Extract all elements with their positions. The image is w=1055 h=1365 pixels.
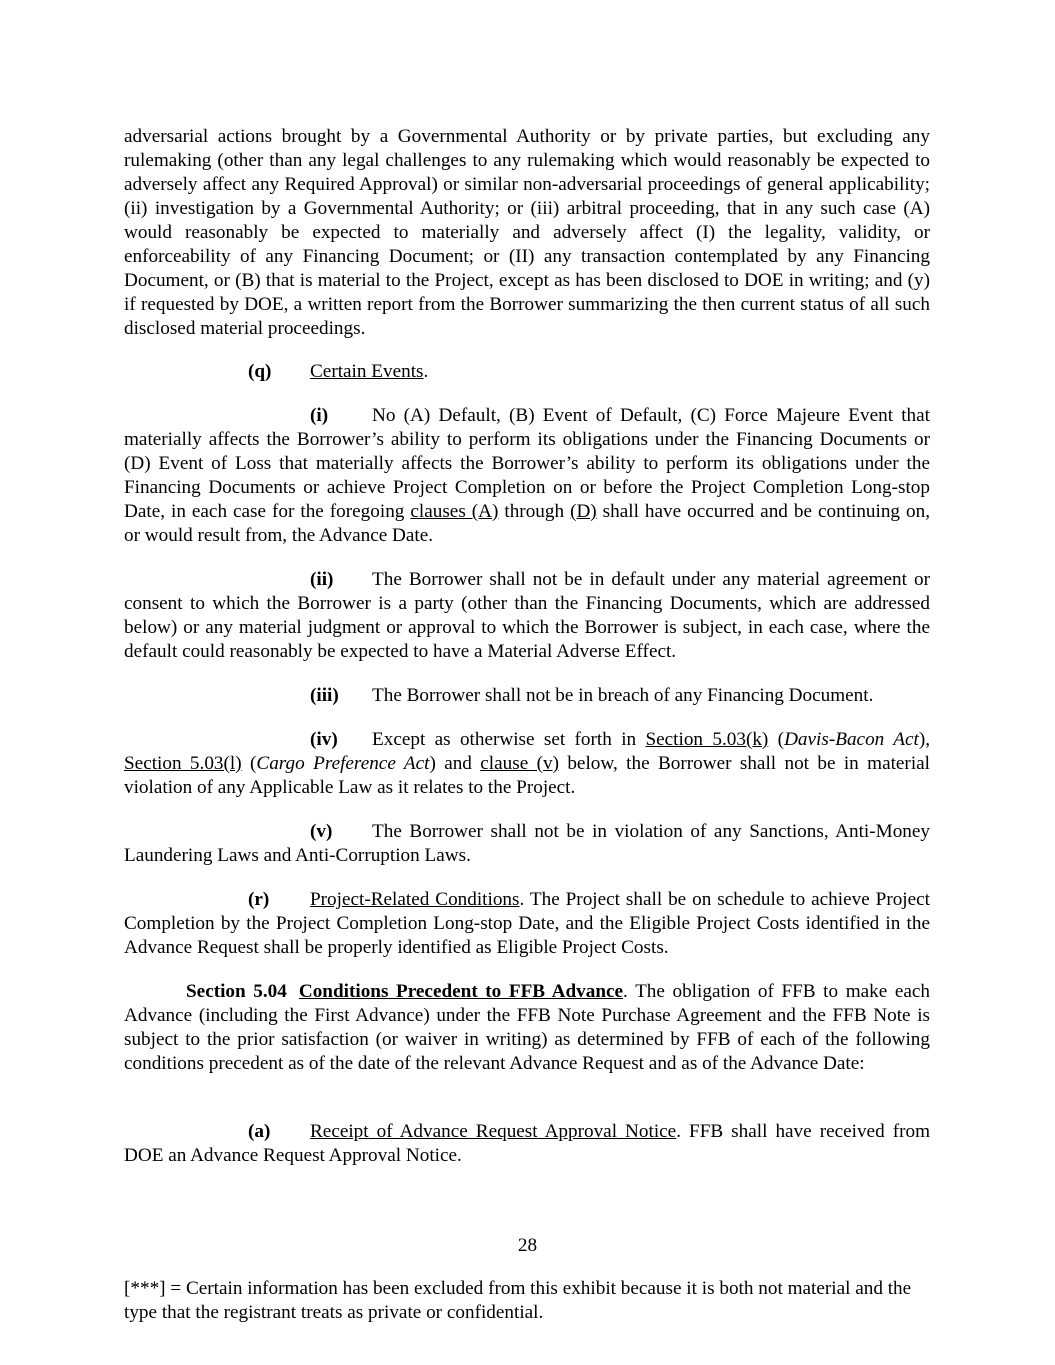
section-a-label: (a) (248, 1121, 271, 1142)
ref-clause-d[interactable]: (D) (570, 501, 597, 522)
section-r-title: Project-Related Conditions (310, 889, 520, 910)
cargo-preference-act: Cargo Preference Act (256, 753, 430, 774)
section-a (124, 1120, 930, 1168)
clause-q-iv-label: (iv) (310, 729, 338, 750)
section-q-heading (124, 360, 930, 384)
section-5-04 (124, 980, 930, 1076)
section-r-label: (r) (248, 889, 270, 910)
section-5-04-text: . The obligation of FFB to make each Advance (including the First Advance) under the FFB Note Purchase Agreement and the FFB Note is subject to the prior satisfaction (or waiver in writing) as determined by FFB of each of the following conditions precedent as of the date of the relevant Advance Request and as of the Advance Date: (124, 981, 930, 1074)
section-5-04-number: Section 5.04 (186, 981, 287, 1002)
clause-q-i-text-after: shall have occurred and be continuing on, or would result from, the Advance Date. (124, 501, 930, 546)
section-q-title: Certain Events (310, 361, 424, 382)
clause-q-i-mid: through (498, 501, 571, 522)
clause-q-ii-text: The Borrower shall not be in default under any material agreement or consent to which the Borrower is a party (other than the Financing Documents, which are addressed below) or any material judgment or approval to which the Borrower is subject, in each case, where the default could reasonably be expected to have a Material Adverse Effect. (124, 569, 930, 662)
ref-clauses-a[interactable]: clauses (A) (410, 501, 499, 522)
ref-section-5-03-k[interactable]: Section 5.03(k) (645, 729, 769, 750)
section-q-period: . (423, 361, 429, 382)
clause-q-v-text: The Borrower shall not be in violation of any Sanctions, Anti-Money Laundering Laws and Anti-Corruption Laws. (124, 821, 930, 866)
davis-bacon-act: Davis-Bacon Act (784, 729, 919, 750)
clause-q-iv-t1: Except as otherwise set forth in (372, 729, 646, 750)
section-a-title: Receipt of Advance Request Approval Notice (310, 1121, 677, 1142)
clause-q-iv-t6: below, the Borrower shall not be in material violation of any Applicable Law as it relates to the Project. (124, 753, 931, 798)
clause-q-iii (124, 684, 930, 708)
clause-q-iv-t5: ) and (429, 753, 481, 774)
clause-q-v (124, 820, 930, 868)
clause-q-ii-label: (ii) (310, 569, 334, 590)
clause-q-iv-t2: ( (768, 729, 785, 750)
section-q-label: (q) (248, 361, 272, 382)
clause-q-i-label: (i) (310, 405, 329, 426)
clause-q-iv-t4: ( (241, 753, 257, 774)
clause-q-iii-label: (iii) (310, 685, 339, 706)
section-r (124, 888, 930, 960)
clause-q-ii (124, 568, 930, 664)
section-a-text: . FFB shall have received from DOE an Advance Request Approval Notice. (124, 1121, 930, 1166)
confidentiality-footnote: [***] = Certain information has been excluded from this exhibit because it is both not material and the type that the registrant treats as private or confidential. (124, 1278, 912, 1324)
intro-paragraph: adversarial actions brought by a Governmental Authority or by private parties, but excluding any rulemaking (other than any legal challenges to any rulemaking which would reasonably be expected to adversely affect any Required Approval) or similar non-adversarial proceedings of general applicability; (ii) investigation by a Governmental Authority; or (iii) arbitral proceeding, that in any such case (A) would reasonably be expected to materially and adversely affect (I) the legality, validity, or enforceability of any Financing Document; or (II) any transaction contemplated by any Financing Document, or (B) that is material to the Project, except as has been disclosed to DOE in writing; and (y) if requested by DOE, a written report from the Borrower summarizing the then current status of all such disclosed material proceedings. (124, 126, 930, 339)
ref-clause-v[interactable]: clause (v) (480, 753, 559, 774)
clause-q-i-text: No (A) Default, (B) Event of Default, (C) Force Majeure Event that materially affects the Borrower’s ability to perform its obligations under the Financing Documents or (D) Event of Loss that materially affects the Borrower’s ability to perform its obligations under the Financing Documents or achieve Project Completion on or before the Project Completion Long-stop Date, in each case for the foregoing (124, 405, 930, 522)
clause-q-iv-t3: ), (918, 729, 931, 750)
section-5-04-title: Conditions Precedent to FFB Advance (298, 981, 624, 1002)
clause-q-v-label: (v) (310, 821, 333, 842)
section-r-text: . The Project shall be on schedule to achieve Project Completion by the Project Completion Long-stop Date, and the Eligible Project Costs identified in the Advance Request shall be properly identified as Eligible Project Costs. (124, 889, 930, 958)
clause-q-iii-text: The Borrower shall not be in breach of any Financing Document. (372, 685, 874, 706)
page-number: 28 (517, 1235, 538, 1256)
clause-q-i (124, 404, 930, 548)
clause-q-iv (124, 728, 930, 800)
ref-section-5-03-l[interactable]: Section 5.03(l) (124, 753, 242, 774)
